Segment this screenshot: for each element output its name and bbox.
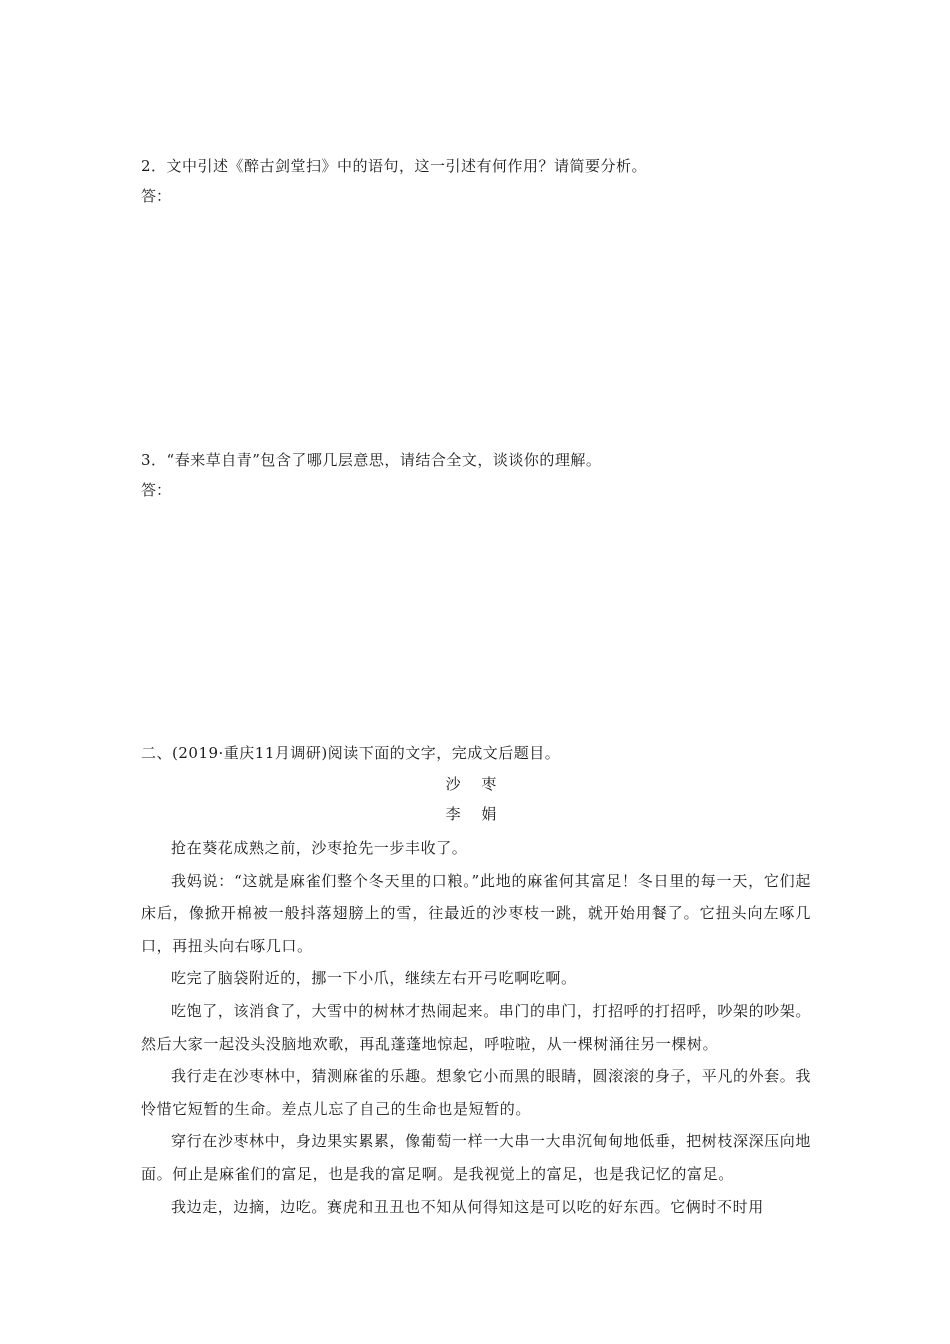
article-paragraph: 我边走，边摘，边吃。赛虎和丑丑也不知从何得知这是可以吃的好东西。它俩时不时用 bbox=[171, 1197, 764, 1216]
article-body bbox=[141, 832, 811, 1223]
article-paragraph: 我行走在沙枣林中，猜测麻雀的乐趣。想象它小而黑的眼睛，圆滚滚的身子，平凡的外套。我怜惜它短暂的生命。差点儿忘了自己的生命也是短暂的。 bbox=[141, 1067, 811, 1118]
article-title: 沙 枣 bbox=[445, 775, 505, 793]
answer-label-3: 答： bbox=[141, 481, 172, 499]
answer-label-2: 答： bbox=[141, 187, 172, 205]
article-paragraph: 吃完了脑袋附近的，挪一下小爪，继续左右开弓吃啊吃啊。 bbox=[171, 969, 577, 988]
article-paragraph: 我妈说：“这就是麻雀们整个冬天里的口粮。”此地的麻雀何其富足！冬日里的每一天，它们起床后，像掀开棉被一般抖落翅膀上的雪，往最近的沙枣枝一跳，就开始用餐了。它扭头向左啄几口，再扭头向右啄几口。 bbox=[141, 871, 811, 955]
article-author: 李 娟 bbox=[445, 805, 505, 823]
article-paragraph: 穿行在沙枣林中，身边果实累累，像葡萄一样一大串一大串沉甸甸地低垂，把树枝深深压向地面。何止是麻雀们的富足，也是我的富足啊。是我视觉上的富足，也是我记忆的富足。 bbox=[141, 1132, 811, 1183]
article-paragraph: 吃饱了，该消食了，大雪中的树林才热闹起来。串门的串门，打招呼的打招呼，吵架的吵架。然后大家一起没头没脑地欢歌，再乱蓬蓬地惊起，呼啦啦，从一棵树涌往另一棵树。 bbox=[141, 1001, 811, 1053]
article-paragraph: 抢在葵花成熟之前，沙枣抢先一步丰收了。 bbox=[171, 839, 468, 857]
question-3: 3．“春来草自青”包含了哪几层意思，请结合全文，谈谈你的理解。 bbox=[141, 451, 602, 469]
question-2: 2．文中引述《醉古剑堂扫》中的语句，这一引述有何作用？请简要分析。 bbox=[141, 157, 648, 175]
section-heading: 二、(2019·重庆11月调研)阅读下面的文字，完成文后题目。 bbox=[141, 744, 561, 762]
